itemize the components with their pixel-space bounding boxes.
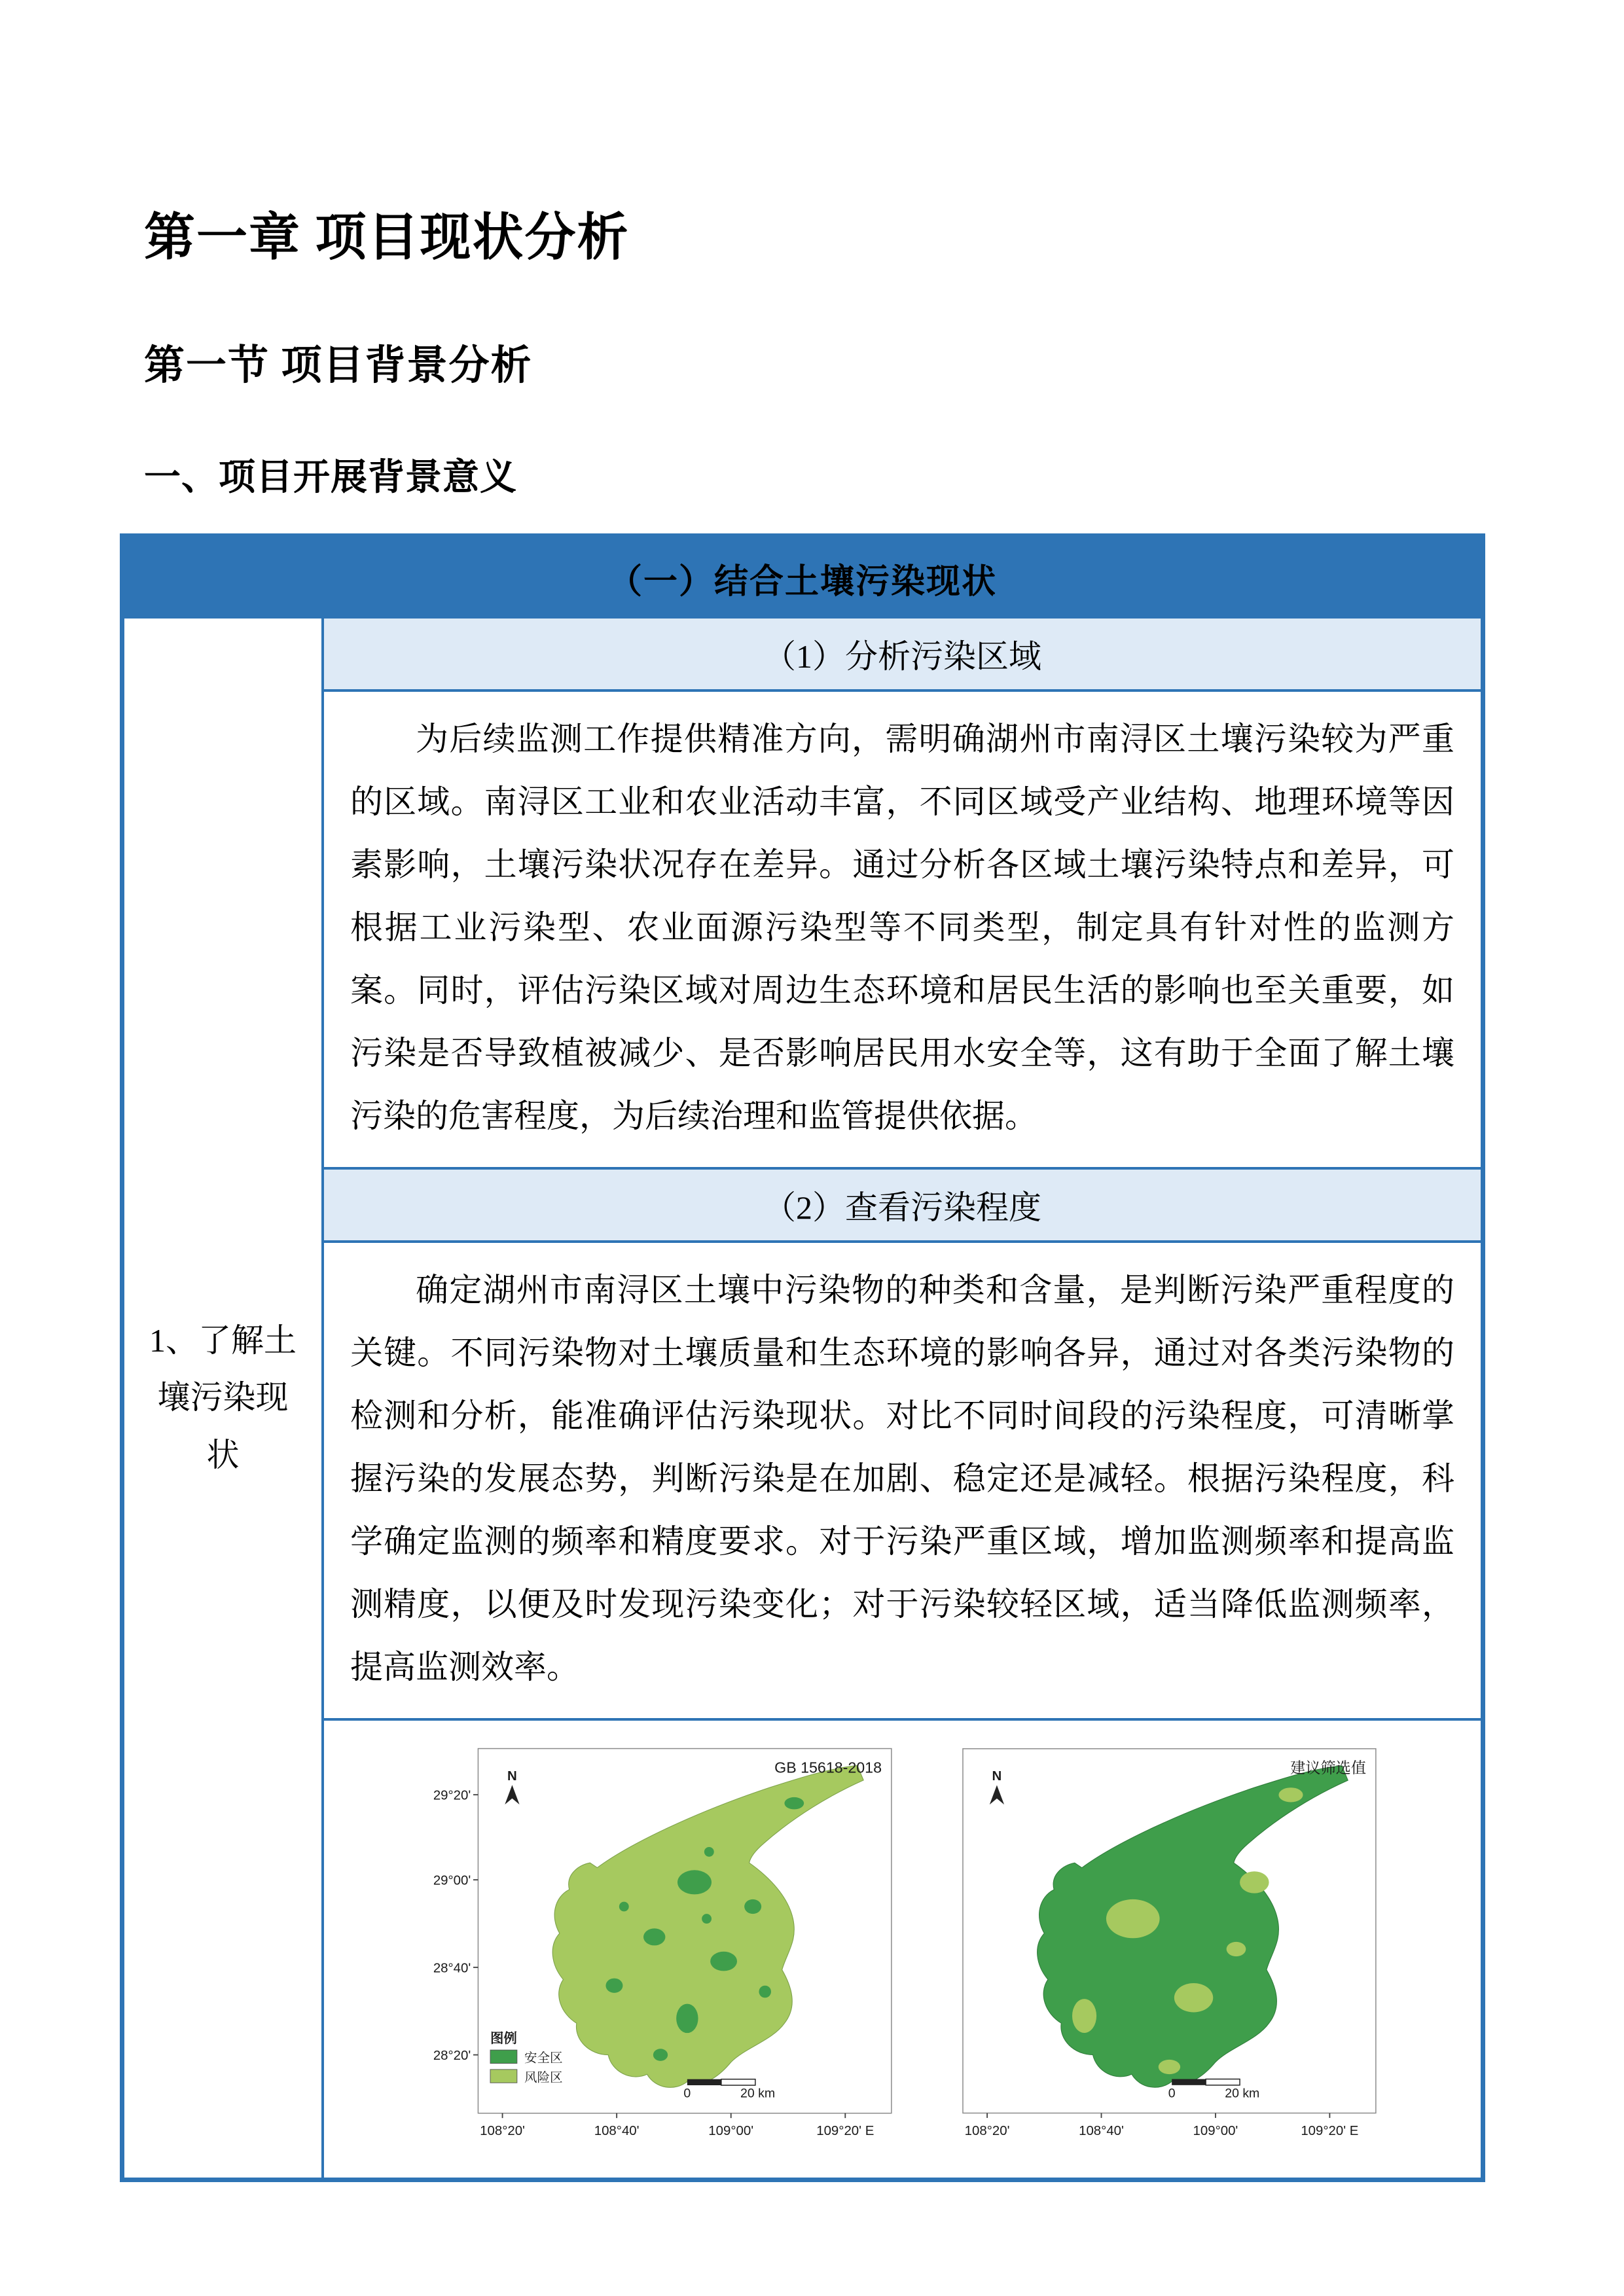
content-column xyxy=(324,619,1481,2178)
svg-text:N: N xyxy=(507,1768,517,1784)
subheader-pollution-degree: （2）查看污染程度 xyxy=(324,1167,1481,1243)
legend-title: 图例 xyxy=(490,2032,517,2046)
chapter-title: 第一章 项目现状分析 xyxy=(144,209,630,266)
x-axis-ticks xyxy=(964,2113,1358,2138)
legend-swatch-risk xyxy=(490,2070,517,2083)
legend-label-risk: 风险区 xyxy=(524,2070,563,2085)
maps-row xyxy=(324,1718,1481,2178)
y-tick: 29°00' xyxy=(433,1873,471,1888)
paragraph-pollution-degree: 确定湖州市南浔区土壤中污染物的种类和含量，是判断污染严重程度的关键。不同污染物对土壤质量和生态环境的影响各异，通过对各类污染物的检测和分析，能准确评估污染现状。对比不同时间段的污染程度，可清晰掌握污染的发展态势，判断污染是在加剧、稳定还是减轻。根据污染程度，科学确定监测的频率和精度要求。对于污染严重区域，增加监测频率和提高监测精度，以便及时发现污染变化；对于污染较轻区域，适当降低监测频率，提高监测效率。 xyxy=(350,1272,1454,1685)
scale-label: 20 km xyxy=(1224,2086,1259,2101)
map-suggested-values xyxy=(946,1736,1400,2162)
paragraph-analyze-region: 为后续监测工作提供精准方向，需明确湖州市南浔区土壤污染较为严重的区域。南浔区工业和农业活动丰富，不同区域受产业结构、地理环境等因素影响，土壤污染状况存在差异。通过分析各区域土壤污染特点和差异，可根据工业污染型、农业面源污染型等不同类型，制定具有针对性的监测方案。同时，评估污染区域对周边生态环境和居民生活的影响也至关重要，如污染是否导致植被减少、是否影响居民用水安全等，这有助于全面了解土壤污染的危害程度，为后续治理和监管提供依据。 xyxy=(350,721,1454,1134)
y-tick: 28°20' xyxy=(433,2049,471,2063)
legend-label-safe: 安全区 xyxy=(524,2051,563,2066)
x-tick: 109°00' xyxy=(708,2124,753,2139)
x-tick: 108°40' xyxy=(594,2124,640,2139)
map-title: GB 15618-2018 xyxy=(774,1759,882,1776)
map-title: 建议筛选值 xyxy=(1290,1759,1366,1776)
table-body xyxy=(124,619,1481,2178)
x-tick: 108°20' xyxy=(964,2123,1009,2138)
y-tick: 28°40' xyxy=(433,1961,471,1976)
y-tick: 29°20' xyxy=(433,1788,471,1803)
y-axis-ticks xyxy=(433,1789,478,2063)
x-tick: 109°00' xyxy=(1193,2123,1238,2138)
x-tick: 109°20' E xyxy=(1300,2123,1358,2138)
row-label-cell: 1、了解土壤污染现状 xyxy=(124,619,324,2178)
subsection-title: 一、项目开展背景意义 xyxy=(144,457,517,498)
subheader-analyze-region: （1）分析污染区域 xyxy=(324,619,1481,692)
scale-zero: 0 xyxy=(1168,2086,1176,2101)
map-gb15618 xyxy=(405,1736,916,2162)
table-header: （一）结合土壤污染现状 xyxy=(124,538,1481,619)
x-tick: 108°40' xyxy=(1078,2123,1124,2138)
section-title: 第一节 项目背景分析 xyxy=(144,344,533,388)
svg-text:N: N xyxy=(992,1769,1001,1784)
x-tick: 109°20' E xyxy=(816,2124,874,2139)
legend-swatch-safe xyxy=(490,2050,517,2063)
analysis-table xyxy=(120,533,1485,2182)
x-axis-ticks xyxy=(480,2113,874,2138)
scale-zero: 0 xyxy=(683,2086,691,2101)
x-tick: 108°20' xyxy=(479,2124,525,2139)
scale-label: 20 km xyxy=(740,2086,775,2101)
